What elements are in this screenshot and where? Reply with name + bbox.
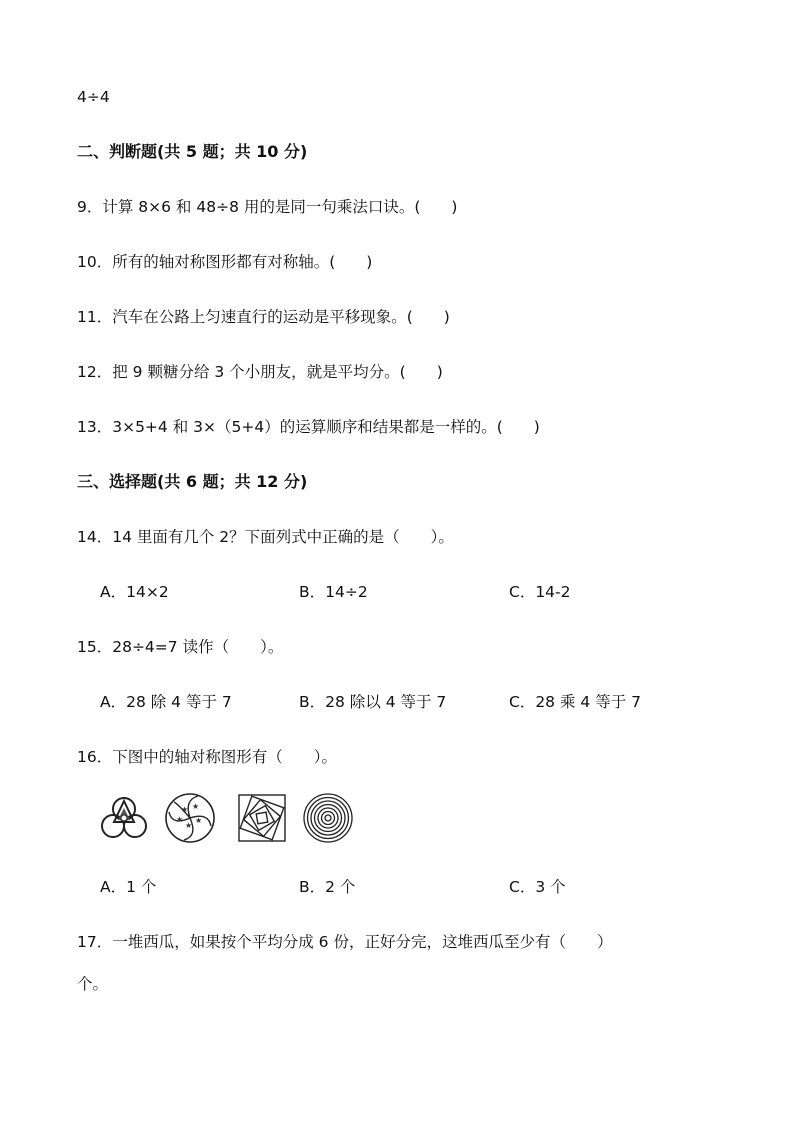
concentric-circles-figure xyxy=(302,792,354,844)
question-16-option-c: C．3 个 xyxy=(509,878,566,896)
question-17-stem-line-2: 个。 xyxy=(77,975,109,993)
section-2-heading: 二、判断题(共 5 题；共 10 分) xyxy=(77,142,308,161)
question-16-option-a: A．1 个 xyxy=(100,878,157,896)
svg-text:★: ★ xyxy=(192,802,200,811)
previous-item-tail: 4÷4 xyxy=(77,88,110,106)
question-15-option-c: C．28 乘 4 等于 7 xyxy=(509,693,641,711)
svg-text:★: ★ xyxy=(176,815,184,824)
spiral-squares-figure xyxy=(236,792,288,844)
question-11: 11．汽车在公路上匀速直行的运动是平移现象。( ) xyxy=(77,308,450,326)
svg-text:★: ★ xyxy=(195,816,203,825)
svg-text:★: ★ xyxy=(181,805,189,814)
question-13: 13．3×5+4 和 3×（5+4）的运算顺序和结果都是一样的。( ) xyxy=(77,418,540,436)
question-16-option-b: B．2 个 xyxy=(299,878,356,896)
question-9: 9．计算 8×6 和 48÷8 用的是同一句乘法口诀。( ) xyxy=(77,198,458,216)
question-14-stem: 14．14 里面有几个 2？下面列式中正确的是（ ）。 xyxy=(77,528,454,546)
pinwheel-stars-circle-figure xyxy=(164,792,216,844)
question-14-option-b: B．14÷2 xyxy=(299,583,368,601)
question-10: 10．所有的轴对称图形都有对称轴。( ) xyxy=(77,253,373,271)
svg-text:★: ★ xyxy=(185,821,193,830)
question-17-stem-line-1: 17．一堆西瓜，如果按个平均分成 6 份，正好分完，这堆西瓜至少有（ ） xyxy=(77,933,613,951)
triskele-triangle-figure xyxy=(98,792,150,844)
question-16-figures xyxy=(98,792,368,848)
question-12: 12．把 9 颗糖分给 3 个小朋友，就是平均分。( ) xyxy=(77,363,443,381)
question-14-option-c: C．14-2 xyxy=(509,583,571,601)
question-16-stem: 16．下图中的轴对称图形有（ ）。 xyxy=(77,748,337,766)
question-15-option-a: A．28 除 4 等于 7 xyxy=(100,693,232,711)
question-15-stem: 15．28÷4=7 读作（ ）。 xyxy=(77,638,284,656)
question-14-option-a: A．14×2 xyxy=(100,583,169,601)
section-3-heading: 三、选择题(共 6 题；共 12 分) xyxy=(77,472,308,491)
question-15-option-b: B．28 除以 4 等于 7 xyxy=(299,693,447,711)
